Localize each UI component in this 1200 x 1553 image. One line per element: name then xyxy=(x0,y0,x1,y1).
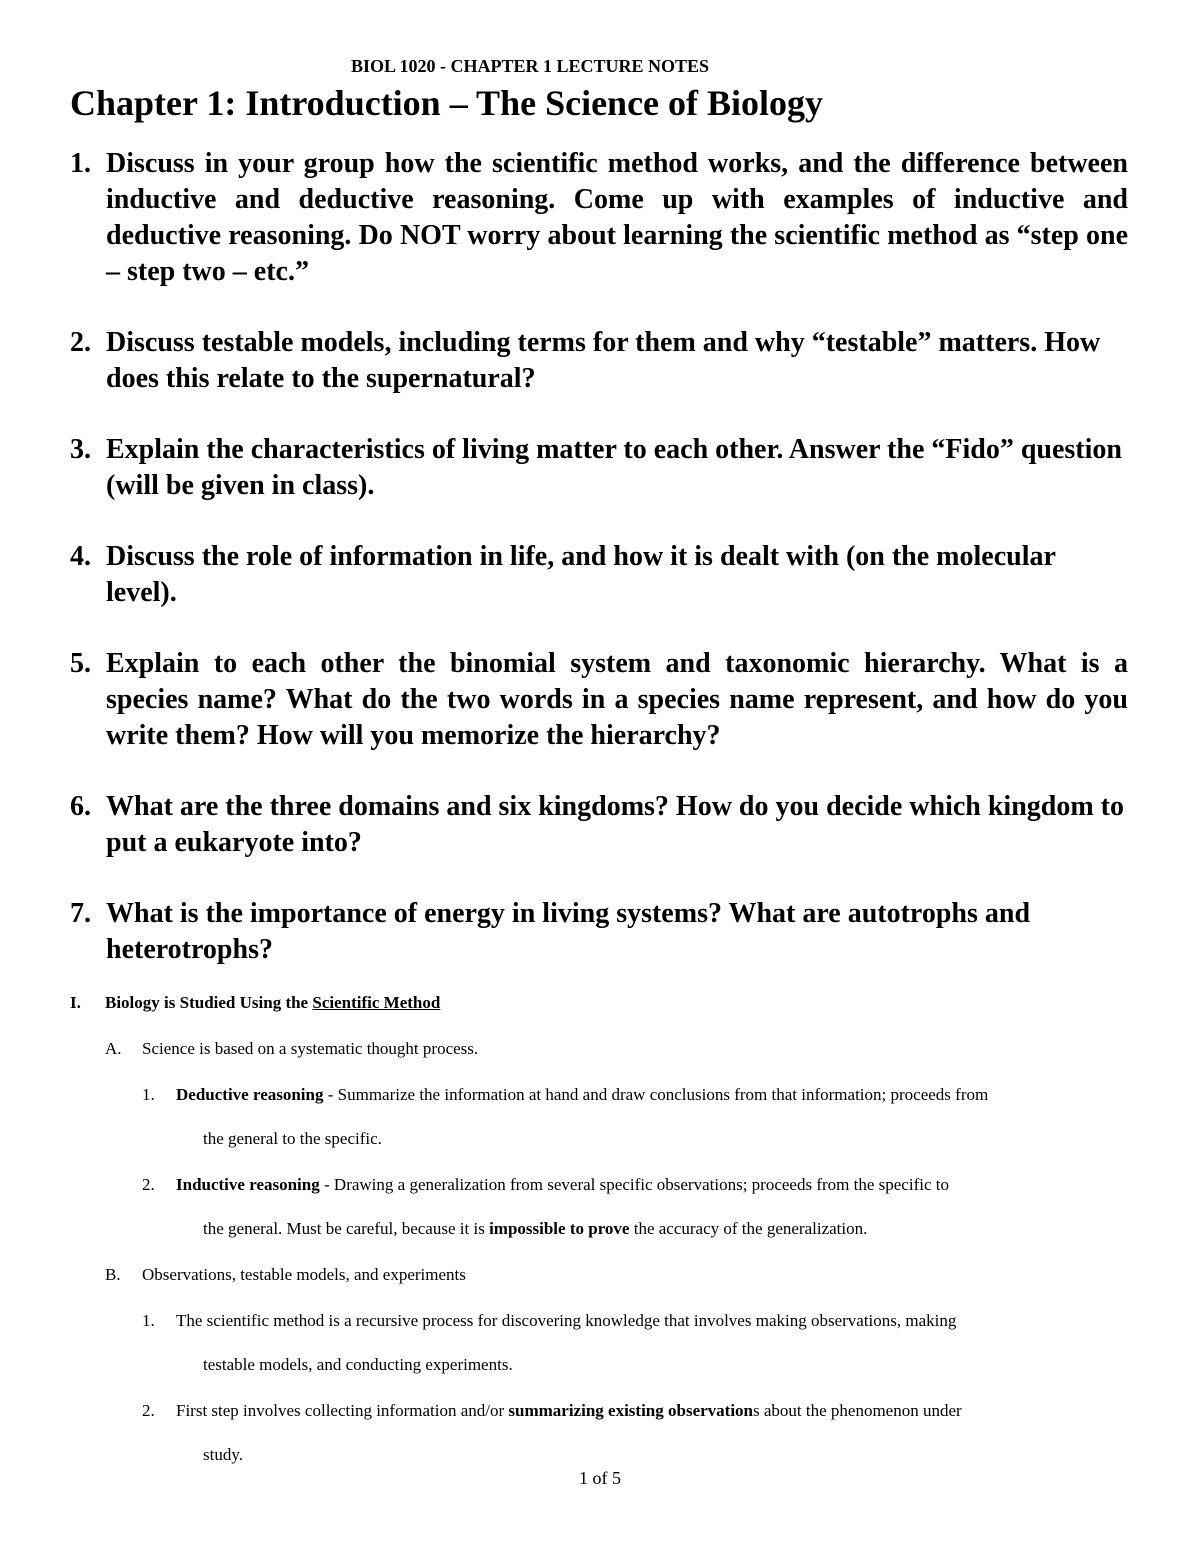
outline-text: - Drawing a generalization from several specific observations; proceeds from the specific to xyxy=(319,1175,949,1194)
emphasis-text: impossible to prove xyxy=(489,1219,630,1238)
outline-text-continued xyxy=(176,1218,1130,1240)
text-segment: First step involves collecting information and/or xyxy=(176,1401,509,1420)
outline-number: 1. xyxy=(142,1311,155,1330)
question-text: What are the three domains and six kingdoms? How do you decide which kingdom to put a eukaryote into? xyxy=(106,791,1124,858)
outline-item-b xyxy=(70,1264,1130,1286)
outline-number: 1. xyxy=(142,1085,155,1104)
question-number: 2. xyxy=(70,327,91,358)
term-inductive-reasoning: Inductive reasoning xyxy=(176,1175,320,1194)
text-segment: the accuracy of the generalization. xyxy=(629,1219,868,1238)
section-title-prefix: Biology is Studied Using the xyxy=(105,993,313,1012)
outline-number: 2. xyxy=(142,1401,155,1420)
question-number: 1. xyxy=(70,148,91,179)
question-number: 3. xyxy=(70,434,91,465)
outline-item-a1 xyxy=(70,1084,1130,1150)
running-header: BIOL 1020 - CHAPTER 1 LECTURE NOTES xyxy=(350,56,710,76)
lecture-outline xyxy=(70,992,1130,1490)
question-number: 7. xyxy=(70,898,91,929)
question-number: 5. xyxy=(70,648,91,679)
question-item xyxy=(70,646,1128,754)
outline-text: - Summarize the information at hand and draw conclusions from that information; proceeds from xyxy=(323,1085,989,1104)
question-text: Explain the characteristics of living matter to each other. Answer the “Fido” question (will be given in class). xyxy=(106,434,1122,501)
chapter-title: Chapter 1: Introduction – The Science of Biology xyxy=(70,83,824,123)
section-number: I. xyxy=(70,993,81,1012)
emphasis-text: summarizing existing observation xyxy=(508,1401,753,1420)
term-deductive-reasoning: Deductive reasoning xyxy=(176,1085,324,1104)
question-text: What is the importance of energy in living systems? What are autotrophs and heterotrophs? xyxy=(106,898,1031,965)
discussion-questions xyxy=(70,146,1128,1003)
outline-item-a xyxy=(70,1038,1130,1060)
outline-text: The scientific method is a recursive process for discovering knowledge that involves making observations, making xyxy=(176,1311,957,1330)
outline-text-continued: study. xyxy=(203,1445,243,1464)
question-text: Discuss testable models, including terms for them and why “testable” matters. How does this relate to the supernatural? xyxy=(106,327,1101,394)
question-item xyxy=(70,146,1128,290)
question-text: Discuss in your group how the scientific method works, and the difference between inductive and deductive reasoning. Come up with examples of inductive and deductive reasoning. Do NOT worry about learning the scientific method as “step one – step two – etc.” xyxy=(106,148,1128,287)
text-segment: s about the phenomenon under xyxy=(753,1401,962,1420)
outline-item-a2 xyxy=(70,1174,1130,1240)
question-item xyxy=(70,325,1128,397)
question-item xyxy=(70,539,1128,611)
question-text: Explain to each other the binomial system and taxonomic hierarchy. What is a species name? What do the two words in a species name represent, and how do you write them? How will you memorize the hierarchy? xyxy=(106,648,1128,751)
question-item xyxy=(70,432,1128,504)
question-text: Discuss the role of information in life, and how it is dealt with (on the molecular level). xyxy=(106,541,1056,608)
outline-text: Science is based on a systematic thought process. xyxy=(142,1039,479,1058)
outline-letter: A. xyxy=(105,1039,122,1058)
outline-section-heading xyxy=(70,992,1130,1014)
outline-letter: B. xyxy=(105,1265,121,1284)
question-number: 4. xyxy=(70,541,91,572)
question-item xyxy=(70,896,1128,968)
outline-text-continued: the general to the specific. xyxy=(203,1129,382,1148)
question-number: 6. xyxy=(70,791,91,822)
section-title-underlined: Scientific Method xyxy=(312,993,441,1012)
outline-text-continued: testable models, and conducting experiments. xyxy=(203,1355,513,1374)
outline-item-b1 xyxy=(70,1310,1130,1376)
text-segment: the general. Must be careful, because it is xyxy=(203,1219,490,1238)
outline-number: 2. xyxy=(142,1175,155,1194)
question-item xyxy=(70,789,1128,861)
page-number: 1 of 5 xyxy=(579,1468,621,1488)
outline-text: Observations, testable models, and experiments xyxy=(142,1265,466,1284)
outline-item-b2 xyxy=(70,1400,1130,1466)
